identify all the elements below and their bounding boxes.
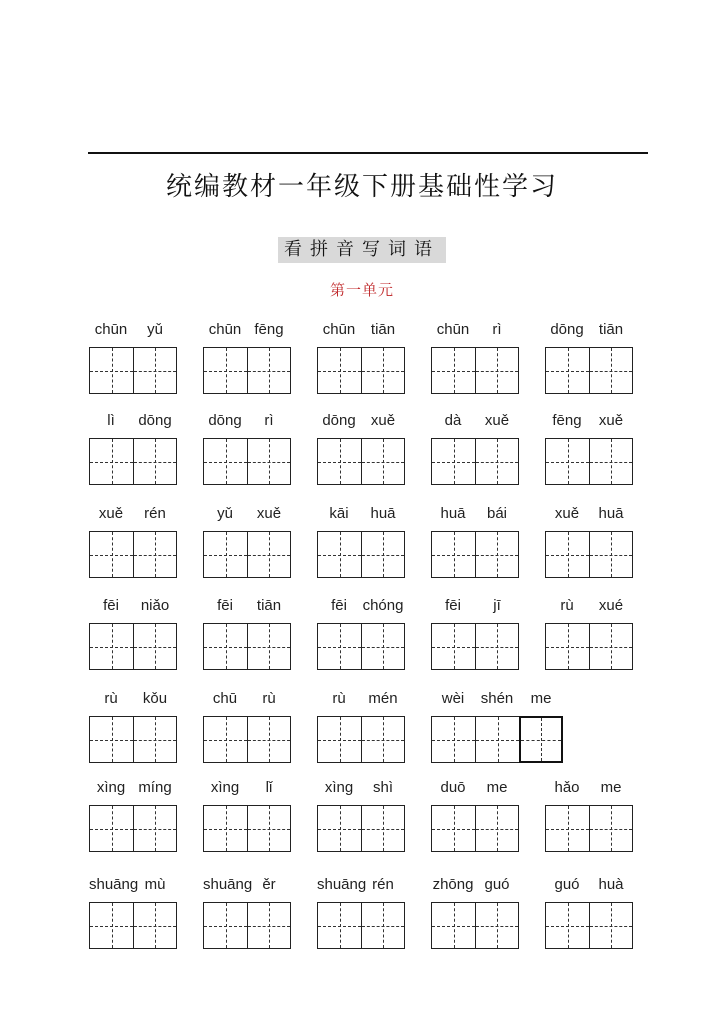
pinyin-syllable: dà [444,412,462,429]
pinyin-syllable: mén [368,690,398,707]
pinyin-syllable: lì [107,412,115,429]
word-item [545,597,685,677]
exercise-row [0,690,724,770]
writing-cell[interactable] [475,902,519,949]
writing-cell[interactable] [203,438,247,485]
pinyin-syllable: huā [440,505,466,522]
writing-boxes [89,716,177,763]
writing-cell[interactable] [203,805,247,852]
pinyin-syllable: rì [264,412,274,429]
pinyin-syllable: rén [144,505,166,522]
pinyin-syllable: chóng [362,597,404,614]
writing-cell[interactable] [89,716,133,763]
word-item [545,321,685,401]
pinyin-syllable: míng [138,779,172,796]
pinyin-syllable: kǒu [142,690,168,707]
writing-boxes [203,805,291,852]
writing-cell[interactable] [247,531,291,578]
writing-boxes [545,347,633,394]
writing-cell[interactable] [203,623,247,670]
writing-cell[interactable] [475,531,519,578]
writing-boxes [545,902,633,949]
pinyin-syllable: rén [372,876,394,893]
writing-boxes [545,805,633,852]
pinyin-syllable: me [600,779,622,796]
writing-cell[interactable] [431,347,475,394]
writing-cell[interactable] [431,902,475,949]
pinyin-syllable: niǎo [140,597,170,614]
writing-cell[interactable] [589,347,633,394]
unit-label: 第一单元 [329,281,394,299]
pinyin-syllable: rù [262,690,276,707]
writing-cell[interactable] [589,902,633,949]
writing-boxes [317,902,405,949]
writing-boxes [431,347,519,394]
pinyin-syllable: rù [104,690,118,707]
pinyin-syllable: chū [212,690,238,707]
pinyin-syllable: duō [440,779,466,796]
writing-cell[interactable] [475,623,519,670]
writing-boxes [203,347,291,394]
writing-cell[interactable] [203,531,247,578]
pinyin-syllable: me [486,779,508,796]
pinyin-syllable: xìng [96,779,126,796]
writing-cell[interactable] [89,438,133,485]
pinyin-syllable: huā [598,505,624,522]
writing-cell[interactable] [589,438,633,485]
pinyin-syllable: dōng [208,412,242,429]
writing-boxes [203,902,291,949]
writing-boxes [89,805,177,852]
writing-boxes [89,531,177,578]
pinyin-syllable: chūn [208,321,242,338]
pinyin-syllable: jī [493,597,501,614]
writing-boxes [431,902,519,949]
pinyin-syllable: xuě [98,505,124,522]
writing-cell[interactable] [545,347,589,394]
pinyin-syllable: xìng [210,779,240,796]
pinyin-syllable: xuě [256,505,282,522]
pinyin-syllable: guó [554,876,580,893]
writing-boxes [317,623,405,670]
writing-cell[interactable] [203,347,247,394]
writing-cell[interactable] [133,347,177,394]
writing-boxes [431,623,519,670]
writing-cell[interactable] [89,805,133,852]
writing-cell[interactable] [361,438,405,485]
writing-cell[interactable] [361,347,405,394]
page-title: 统编教材一年级下册基础性学习 [165,172,558,202]
writing-cell[interactable] [133,716,177,763]
writing-boxes [317,531,405,578]
pinyin-syllable: mù [144,876,166,893]
pinyin-syllable: shuāng [89,876,139,893]
writing-cell[interactable] [545,438,589,485]
writing-cell[interactable] [247,716,291,763]
writing-cell[interactable] [475,716,519,763]
pinyin-syllable: tiān [598,321,624,338]
pinyin-syllable: xué [598,597,624,614]
pinyin-syllable: wèi [441,690,465,707]
writing-cell[interactable] [545,902,589,949]
pinyin-syllable: zhōng [432,876,474,893]
writing-boxes [203,438,291,485]
writing-boxes [317,716,405,763]
pinyin-syllable: fēi [445,597,461,614]
pinyin-syllable: dōng [138,412,172,429]
writing-cell[interactable] [317,347,361,394]
writing-cell[interactable] [589,623,633,670]
writing-cell[interactable] [317,438,361,485]
writing-cell[interactable] [89,902,133,949]
pinyin-syllable: dōng [550,321,584,338]
pinyin-syllable: fēi [331,597,347,614]
writing-boxes [203,531,291,578]
writing-cell[interactable] [475,805,519,852]
writing-boxes [545,438,633,485]
writing-boxes [545,623,633,670]
section-title: 看拼音写词语 [278,237,446,263]
word-item [545,505,685,585]
writing-cell[interactable] [361,623,405,670]
exercise-row [0,779,724,859]
pinyin-syllable: fēi [103,597,119,614]
pinyin-syllable: fēng [254,321,284,338]
writing-cell[interactable] [545,805,589,852]
writing-cell[interactable] [247,902,291,949]
exercise-row [0,505,724,585]
writing-cell[interactable] [361,805,405,852]
top-divider [88,152,648,154]
pinyin-syllable: chūn [436,321,470,338]
writing-boxes [203,623,291,670]
writing-boxes [89,438,177,485]
pinyin-syllable: shì [372,779,393,796]
pinyin-syllable: bái [486,505,508,522]
pinyin-syllable: fēi [217,597,233,614]
writing-cell[interactable] [519,716,563,763]
writing-cell[interactable] [431,623,475,670]
exercise-row [0,597,724,677]
pinyin-syllable: hǎo [554,779,580,796]
writing-boxes [317,805,405,852]
pinyin-syllable: rù [560,597,574,614]
pinyin-syllable: chūn [94,321,128,338]
writing-cell[interactable] [545,531,589,578]
writing-cell[interactable] [203,716,247,763]
pinyin-syllable: xuě [484,412,510,429]
writing-cell[interactable] [317,531,361,578]
writing-boxes [431,716,563,763]
writing-boxes [431,531,519,578]
writing-boxes [317,347,405,394]
writing-cell[interactable] [133,805,177,852]
pinyin-syllable: xìng [324,779,354,796]
writing-cell[interactable] [203,902,247,949]
writing-cell[interactable] [317,623,361,670]
writing-cell[interactable] [89,623,133,670]
writing-cell[interactable] [475,347,519,394]
writing-cell[interactable] [589,805,633,852]
writing-cell[interactable] [317,805,361,852]
writing-cell[interactable] [133,438,177,485]
writing-cell[interactable] [247,438,291,485]
word-item [545,412,685,492]
pinyin-syllable: tiān [256,597,282,614]
pinyin-syllable: lǐ [265,779,273,796]
section-heading [0,237,724,263]
pinyin-syllable: shuāng [317,876,367,893]
pinyin-syllable: yǔ [217,505,233,522]
pinyin-syllable: yǔ [147,321,163,338]
word-item [545,779,685,859]
writing-cell[interactable] [431,805,475,852]
word-item [545,876,685,956]
writing-boxes [317,438,405,485]
writing-boxes [89,623,177,670]
exercise-row [0,876,724,956]
writing-cell[interactable] [247,805,291,852]
writing-cell[interactable] [89,347,133,394]
writing-boxes [431,805,519,852]
writing-cell[interactable] [431,531,475,578]
writing-cell[interactable] [89,531,133,578]
writing-cell[interactable] [589,531,633,578]
writing-cell[interactable] [545,623,589,670]
writing-cell[interactable] [247,623,291,670]
writing-cell[interactable] [361,531,405,578]
writing-cell[interactable] [361,902,405,949]
pinyin-syllable: me [530,690,552,707]
pinyin-syllable: xuě [598,412,624,429]
writing-boxes [89,902,177,949]
pinyin-syllable: rù [332,690,346,707]
writing-cell[interactable] [247,347,291,394]
writing-boxes [89,347,177,394]
writing-cell[interactable] [317,716,361,763]
writing-cell[interactable] [431,716,475,763]
pinyin-syllable: shén [480,690,514,707]
pinyin-syllable: huā [370,505,396,522]
writing-boxes [203,716,291,763]
writing-cell[interactable] [133,902,177,949]
pinyin-syllable: ěr [262,876,276,893]
pinyin-syllable: tiān [370,321,396,338]
writing-boxes [545,531,633,578]
pinyin-syllable: chūn [322,321,356,338]
pinyin-syllable: huà [598,876,624,893]
pinyin-syllable: dōng [322,412,356,429]
pinyin-syllable: kāi [329,505,349,522]
writing-cell[interactable] [317,902,361,949]
writing-cell[interactable] [133,623,177,670]
writing-cell[interactable] [475,438,519,485]
writing-boxes [431,438,519,485]
word-item [431,690,571,770]
writing-cell[interactable] [133,531,177,578]
writing-cell[interactable] [361,716,405,763]
exercise-row [0,412,724,492]
pinyin-syllable: shuāng [203,876,253,893]
exercise-row [0,321,724,401]
pinyin-syllable: xuě [370,412,396,429]
pinyin-syllable: guó [484,876,510,893]
pinyin-syllable: rì [492,321,502,338]
pinyin-syllable: fēng [552,412,582,429]
pinyin-syllable: xuě [554,505,580,522]
writing-cell[interactable] [431,438,475,485]
